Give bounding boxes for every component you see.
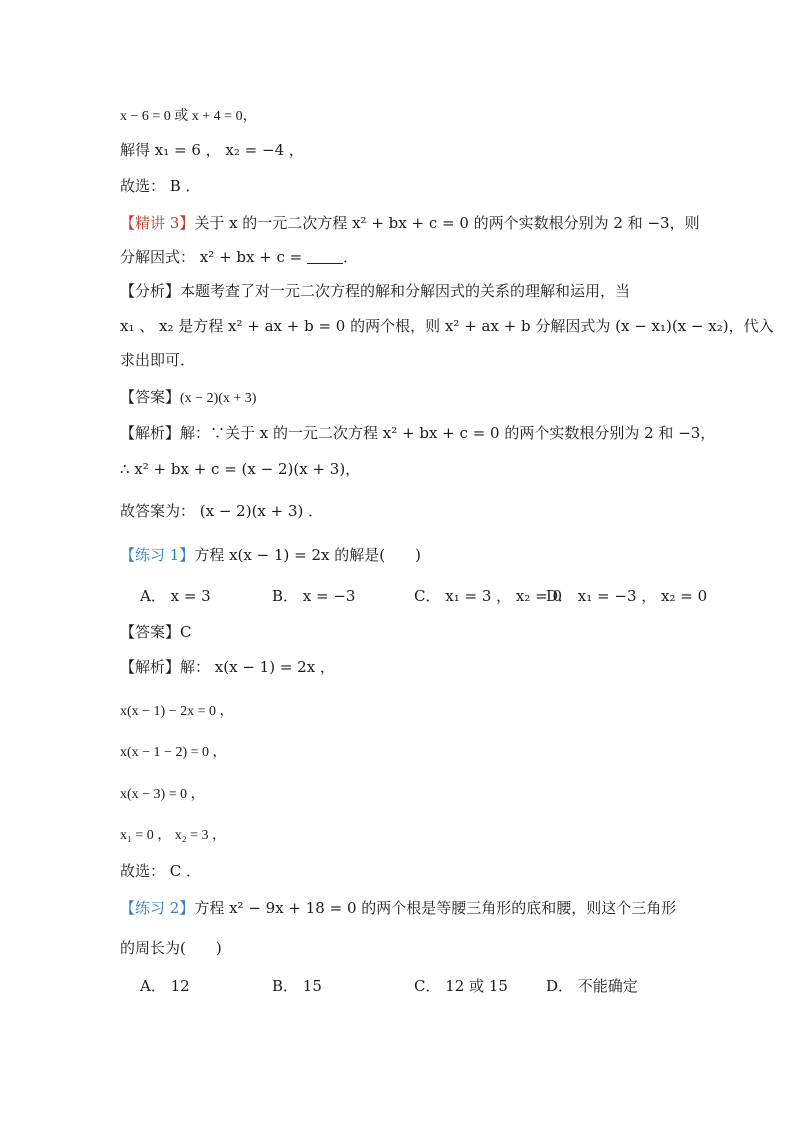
option-b[interactable]: B． x = −3 — [272, 587, 356, 605]
analysis-line-3: 求出即可． — [120, 351, 196, 369]
practice-2-question: 【练习 2】方程 x² − 9x + 18 = 0 的两个根是等腰三角形的底和腰，则这个三角形 — [120, 899, 677, 917]
step-line-2: 解得 x₁ = 6 ， x₂ = −4 ， — [120, 141, 304, 159]
step-line-1: x − 6 = 0 或 x + 4 = 0， — [120, 109, 257, 124]
example-3-tag: 【精讲 3】 — [120, 214, 195, 232]
choice-line: 故选： B ． — [120, 177, 201, 195]
practice-1-step-1: x(x − 1) − 2x = 0 ， — [120, 704, 234, 719]
option-b[interactable]: B． 15 — [272, 977, 322, 995]
analysis-line-1: 【分析】本题考查了对一元二次方程的解和分解因式的关系的理解和运用，当 — [120, 282, 631, 300]
practice-1-step-4: x₁ = 0 ， x₂ = 3 ， — [120, 828, 227, 843]
practice-1-step-2: x(x − 1 − 2) = 0 ， — [120, 745, 227, 760]
practice-1-answer: 【答案】C — [120, 623, 192, 641]
practice-1-question: 【练习 1】方程 x(x − 1) = 2x 的解是( ) — [120, 546, 421, 564]
example-3-question: 【精讲 3】关于 x 的一元二次方程 x² + bx + c = 0 的两个实数根分别为 2 和 −3，则 — [120, 214, 700, 232]
practice-1-choice: 故选： C ． — [120, 862, 202, 880]
analysis-tag: 【分析】 — [120, 282, 181, 300]
solution-tag: 【解析】 — [120, 424, 181, 442]
practice-1-step-3: x(x − 3) = 0 ， — [120, 787, 205, 802]
option-d[interactable]: D． 不能确定 — [546, 977, 638, 995]
practice-2-question-cont: 的周长为( ) — [120, 939, 222, 957]
practice-1-tag: 【练习 1】 — [120, 546, 195, 564]
answer-tag: 【答案】 — [120, 623, 181, 641]
analysis-line-2: x₁ 、 x₂ 是方程 x² + ax + b = 0 的两个根，则 x² + ax + b 分解因式为 (x − x₁)(x − x₂)，代入 — [120, 317, 774, 335]
answer-blank[interactable] — [307, 249, 343, 264]
answer-line: 【答案】(x − 2)(x + 3) — [120, 388, 257, 406]
practice-2-options — [140, 975, 700, 997]
solution-line-3: 故答案为： (x − 2)(x + 3) ． — [120, 502, 324, 520]
solution-line-1: 【解析】解：∵关于 x 的一元二次方程 x² + bx + c = 0 的两个实数根分别为 2 和 −3， — [120, 424, 716, 442]
solution-line-2: ∴ x² + bx + c = (x − 2)(x + 3)， — [120, 460, 361, 478]
example-3-question-cont: 分解因式： x² + bx + c = ． — [120, 248, 359, 266]
practice-1-solution: 【解析】解： x(x − 1) = 2x ， — [120, 658, 335, 676]
answer-tag: 【答案】 — [120, 388, 181, 406]
option-a[interactable]: A． x = 3 — [140, 587, 211, 605]
option-d[interactable]: D． x₁ = −3 ， x₂ = 0 — [546, 587, 708, 605]
option-a[interactable]: A． 12 — [140, 977, 190, 995]
practice-2-tag: 【练习 2】 — [120, 899, 195, 917]
option-c[interactable]: C． x₁ = 3 ， x₂ = 0 — [414, 587, 563, 605]
solution-tag: 【解析】 — [120, 658, 181, 676]
option-c[interactable]: C． 12 或 15 — [414, 977, 508, 995]
practice-1-options — [140, 585, 708, 607]
